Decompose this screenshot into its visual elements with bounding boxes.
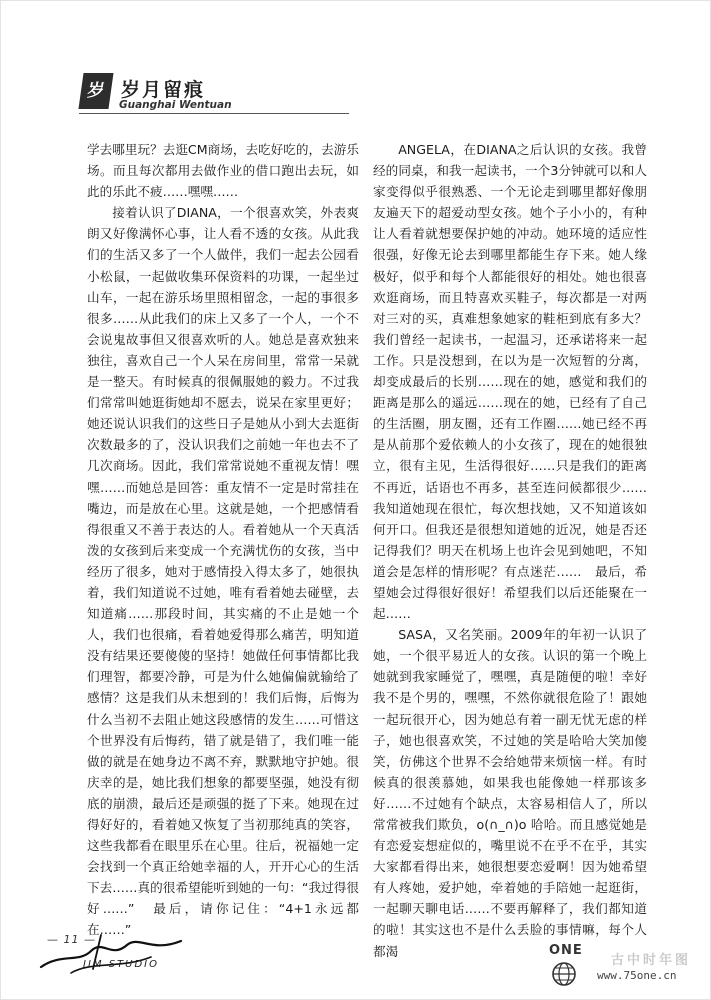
section-subtitle: Guanghai Wentuan xyxy=(119,99,232,111)
section-logo-mark: 岁 xyxy=(78,73,113,109)
paragraph: ANGELA，在DIANA之后认识的女孩。我曾经的同桌，和我一起读书，一个3分钟就可以和人家变得似乎很熟悉、一个无论走到哪里都好像朋友遍天下的超爱动型女孩。她个子小小的，有种让人看着就想要保护她的冲动。她环境的适应性很强，好像无论去到哪里都能生存下来。她人缘极好，似乎和每个人都能很好的相处。她也很喜欢逛商场，而且特喜欢买鞋子，每次都是一对两对三对的买，真难想象她家的鞋柜到底有多大？我们曾经一起读书，一起温习，还承诺将来一起工作。只是没想到，在以为是一次短暂的分离，却变成最后的长别……现在的她，感觉和我们的距离是那么的遥远……现在的她，已经有了自己的生活圈，朋友圈，还有工作圈……她已经不再是从前那个爱依赖人的小女孩了，现在的她很独立，很有主见，生活得很好……只是我们的距离不再近，话语也不再多，甚至连问候都很少……我知道她现在很忙，每次想找她，又不知道该如何开口。但我还是很想知道她的近况，她是否还记得我们？明天在机场上也许会见到她吧，不知道会是怎样的情形呢？有点迷茫…… 最后，希望她会过得很好很好！希望我们以后还能聚在一起…… xyxy=(373,142,647,622)
paragraph: SASA，又名笑丽。2009年的年初一认识了她，一个很平易近人的女孩。认识的第一个晚上她就到我家睡觉了，嘿嘿，真是随便的啦！幸好我不是个男的，嘿嘿，不然你就很危险了！跟她一起玩很开心，因为她总有着一副无忧无虑的样子，她也很喜欢笑，不过她的笑是哈哈大笑加傻笑，仿佛这个世界不会给她带来烦恼一样。有时候真的很羡慕她，如果我也能像她一样那该多好……不过她有个缺点，太容易相信人了，所以常常被我们欺负，o(∩_∩)o 哈哈。而且感觉她是有恋爱妄想症似的，嘴里说不在乎不在乎，其实大家都看得出来，她很想要恋爱啊！因为她希望有人疼她，爱护她，牵着她的手陪她一起逛街，一起聊天聊电话……不要再解释了，我们都知道的啦！其实这也不是什么丢脸的事情嘛，每个人都渴 xyxy=(373,627,647,959)
paragraph: 学去哪里玩？去逛CM商场，去吃好吃的，去游乐场。而且每次都用去做作业的借口跑出去玩，如此的乐此不疲……嘿嘿…… xyxy=(87,142,359,200)
globe-icon xyxy=(551,961,577,987)
watermark xyxy=(549,943,699,991)
page-number: — 11 — xyxy=(47,933,96,946)
watermark-brand: ONE xyxy=(549,943,583,958)
right-column xyxy=(373,139,647,962)
signature-logo xyxy=(31,923,201,983)
watermark-cn: 古中时年图 xyxy=(611,953,692,968)
section-title: 岁月留痕 xyxy=(121,79,206,101)
section-header xyxy=(81,73,281,123)
paragraph: 接着认识了DIANA，一个很喜欢笑，外表爽朗又好像满怀心事，让人看不透的女孩。从此我们的生活又多了一个人做伴，我们一起去公园看小松鼠，一起做收集环保资料的功课，一起坐过山车，一起在游乐场里照相留念，一起的事很多很多……从此我们的床上又多了一个人，一个不会说鬼故事但又很喜欢听的人。她总是喜欢独来独往，喜欢自己一个人呆在房间里，常常一呆就是一整天。有时候真的很佩服她的毅力。不过我们常常叫她逛街她却不愿去，说呆在家里更好；她还说认识我们的这些日子是她从小到大去逛街次数最多的了，没认识我们之前她一年也去不了几次商场。因此，我们常常说她不重视友情！嘿嘿……而她总是回答：重友情不一定是时常挂在嘴边，而是放在心里。这就是她，一个把感情看得很重又不善于表达的人。看着她从一个天真活泼的女孩到后来变成一个充满忧伤的女孩，当中经历了很多，她对于感情投入得太多了，她很执着，我们知道说不过她，唯有看着她去碰壁，去知道痛……那段时间，其实痛的不止是她一个人，我们也很痛，看着她爱得那么痛苦，明知道没有结果还要傻傻的坚持！她做任何事情都比我们理智，都要冷静，可是为什么她偏偏就输给了感情？这是我们从未想到的！我们后悔，后悔为什么当初不去阻止她这段感情的发生……可惜这个世界没有后悔药，错了就是错了，我们唯一能做的就是在她身边不离不弃，默默地守护她。很庆幸的是，她比我们想象的都要坚强，她没有彻底的崩溃，最后还是顽强的挺了下来。她现在过得好好的，看着她又恢复了当初那纯真的笑容，这些我都看在眼里乐在心里。往后，祝福她一定会找到一个真正给她幸福的人，开开心心的生活下去……真的很希望能听到她的一句：“我过得很好……” 最后，请你记住：“4+1永远都在……” xyxy=(87,205,359,938)
watermark-url: www.75one.cn xyxy=(597,969,677,982)
studio-label: JIM STUDIO xyxy=(83,959,160,970)
left-column xyxy=(87,139,359,941)
header-divider xyxy=(79,113,349,114)
